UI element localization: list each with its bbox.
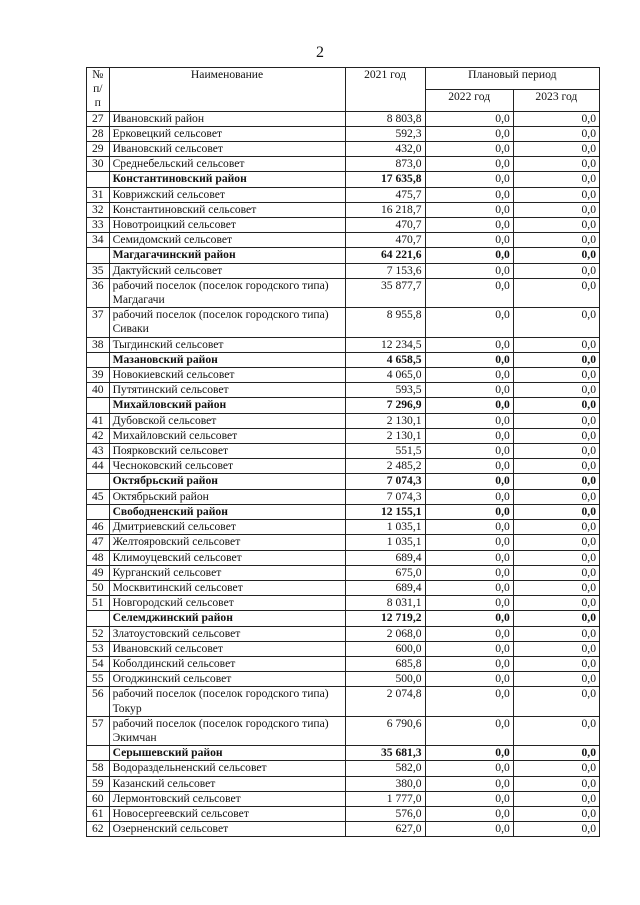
row-value-2021: 35 681,3 xyxy=(345,746,425,761)
table-row xyxy=(87,202,600,217)
table-row xyxy=(87,761,600,776)
row-value-2023: 0,0 xyxy=(513,687,599,716)
table-row xyxy=(87,535,600,550)
row-value-2022: 0,0 xyxy=(425,520,513,535)
row-value-2021: 1 035,1 xyxy=(345,535,425,550)
row-number: 35 xyxy=(87,263,110,278)
row-value-2022: 0,0 xyxy=(425,611,513,626)
row-value-2021: 8 803,8 xyxy=(345,111,425,126)
row-name: Ивановский сельсовет xyxy=(109,142,345,157)
row-value-2022: 0,0 xyxy=(425,550,513,565)
table-row xyxy=(87,126,600,141)
row-number xyxy=(87,611,110,626)
table-row xyxy=(87,626,600,641)
district-row xyxy=(87,352,600,367)
row-value-2022: 0,0 xyxy=(425,672,513,687)
row-value-2023: 0,0 xyxy=(513,263,599,278)
row-value-2023: 0,0 xyxy=(513,626,599,641)
table-row xyxy=(87,428,600,443)
district-row xyxy=(87,172,600,187)
row-value-2023: 0,0 xyxy=(513,656,599,671)
row-name: Новосергеевский сельсовет xyxy=(109,806,345,821)
row-name: Озерненский сельсовет xyxy=(109,822,345,837)
row-value-2021: 8 955,8 xyxy=(345,308,425,337)
row-value-2022: 0,0 xyxy=(425,596,513,611)
row-name: Поярковский сельсовет xyxy=(109,444,345,459)
row-value-2023: 0,0 xyxy=(513,337,599,352)
row-value-2022: 0,0 xyxy=(425,337,513,352)
row-name: Магдагачинский район xyxy=(109,248,345,263)
row-number: 36 xyxy=(87,278,110,307)
row-name: Москвитинский сельсовет xyxy=(109,580,345,595)
row-value-2021: 2 130,1 xyxy=(345,428,425,443)
row-value-2023: 0,0 xyxy=(513,474,599,489)
row-value-2021: 873,0 xyxy=(345,157,425,172)
row-number: 47 xyxy=(87,535,110,550)
row-value-2021: 1 777,0 xyxy=(345,791,425,806)
row-number xyxy=(87,504,110,519)
row-value-2023: 0,0 xyxy=(513,806,599,821)
row-number: 40 xyxy=(87,383,110,398)
row-value-2023: 0,0 xyxy=(513,641,599,656)
row-value-2022: 0,0 xyxy=(425,504,513,519)
row-value-2023: 0,0 xyxy=(513,126,599,141)
table-row xyxy=(87,791,600,806)
row-number: 28 xyxy=(87,126,110,141)
district-row xyxy=(87,248,600,263)
row-number xyxy=(87,398,110,413)
row-value-2021: 432,0 xyxy=(345,142,425,157)
row-name: Путятинский сельсовет xyxy=(109,383,345,398)
row-value-2021: 17 635,8 xyxy=(345,172,425,187)
header-name: Наименование xyxy=(109,68,345,112)
header-2021: 2021 год xyxy=(345,68,425,112)
row-value-2023: 0,0 xyxy=(513,352,599,367)
row-number xyxy=(87,474,110,489)
table-row xyxy=(87,278,600,307)
header-num-line2: п/п xyxy=(93,82,103,110)
row-value-2022: 0,0 xyxy=(425,565,513,580)
row-name: Златоустовский сельсовет xyxy=(109,626,345,641)
row-name: Чесноковский сельсовет xyxy=(109,459,345,474)
row-value-2022: 0,0 xyxy=(425,489,513,504)
table-row xyxy=(87,308,600,337)
row-number: 58 xyxy=(87,761,110,776)
row-value-2021: 592,3 xyxy=(345,126,425,141)
table-row xyxy=(87,596,600,611)
row-value-2021: 2 485,2 xyxy=(345,459,425,474)
row-value-2022: 0,0 xyxy=(425,444,513,459)
table-row xyxy=(87,413,600,428)
table-header-row xyxy=(87,68,600,90)
row-value-2022: 0,0 xyxy=(425,218,513,233)
row-name: Селемджинский район xyxy=(109,611,345,626)
header-2022: 2022 год xyxy=(425,89,513,111)
row-name: Мазановский район xyxy=(109,352,345,367)
row-value-2022: 0,0 xyxy=(425,761,513,776)
row-value-2022: 0,0 xyxy=(425,626,513,641)
row-value-2022: 0,0 xyxy=(425,263,513,278)
row-value-2023: 0,0 xyxy=(513,187,599,202)
row-value-2023: 0,0 xyxy=(513,157,599,172)
row-value-2022: 0,0 xyxy=(425,202,513,217)
row-value-2021: 551,5 xyxy=(345,444,425,459)
district-row xyxy=(87,504,600,519)
row-value-2021: 582,0 xyxy=(345,761,425,776)
table-row xyxy=(87,111,600,126)
row-number: 42 xyxy=(87,428,110,443)
row-name: Дмитриевский сельсовет xyxy=(109,520,345,535)
row-name: Октябрьский район xyxy=(109,474,345,489)
row-value-2021: 689,4 xyxy=(345,550,425,565)
row-value-2023: 0,0 xyxy=(513,233,599,248)
row-value-2023: 0,0 xyxy=(513,428,599,443)
row-value-2021: 685,8 xyxy=(345,656,425,671)
row-number: 27 xyxy=(87,111,110,126)
table-row xyxy=(87,233,600,248)
table-row xyxy=(87,142,600,157)
row-number: 38 xyxy=(87,337,110,352)
row-value-2021: 2 068,0 xyxy=(345,626,425,641)
row-value-2022: 0,0 xyxy=(425,172,513,187)
row-value-2023: 0,0 xyxy=(513,520,599,535)
table-row xyxy=(87,656,600,671)
row-number: 56 xyxy=(87,687,110,716)
table-row xyxy=(87,383,600,398)
row-value-2023: 0,0 xyxy=(513,596,599,611)
table-row xyxy=(87,368,600,383)
row-name: Константиновский район xyxy=(109,172,345,187)
row-value-2022: 0,0 xyxy=(425,656,513,671)
table-row xyxy=(87,550,600,565)
row-value-2022: 0,0 xyxy=(425,806,513,821)
table-body xyxy=(87,111,600,837)
row-number xyxy=(87,352,110,367)
table-row xyxy=(87,672,600,687)
row-value-2023: 0,0 xyxy=(513,368,599,383)
row-name: Коврижский сельсовет xyxy=(109,187,345,202)
row-value-2022: 0,0 xyxy=(425,308,513,337)
row-number: 33 xyxy=(87,218,110,233)
row-number: 61 xyxy=(87,806,110,821)
row-value-2023: 0,0 xyxy=(513,746,599,761)
district-row xyxy=(87,398,600,413)
table-row xyxy=(87,444,600,459)
row-number: 62 xyxy=(87,822,110,837)
row-name: Курганский сельсовет xyxy=(109,565,345,580)
row-value-2021: 593,5 xyxy=(345,383,425,398)
row-number: 54 xyxy=(87,656,110,671)
row-name: Новотроицкий сельсовет xyxy=(109,218,345,233)
row-value-2022: 0,0 xyxy=(425,716,513,745)
row-value-2023: 0,0 xyxy=(513,761,599,776)
row-number: 39 xyxy=(87,368,110,383)
row-value-2021: 600,0 xyxy=(345,641,425,656)
row-value-2022: 0,0 xyxy=(425,398,513,413)
row-value-2023: 0,0 xyxy=(513,111,599,126)
table-row xyxy=(87,489,600,504)
table-row xyxy=(87,565,600,580)
row-number: 45 xyxy=(87,489,110,504)
row-value-2022: 0,0 xyxy=(425,248,513,263)
row-name: Свободненский район xyxy=(109,504,345,519)
header-2023: 2023 год xyxy=(513,89,599,111)
row-value-2022: 0,0 xyxy=(425,474,513,489)
row-name: Новгородский сельсовет xyxy=(109,596,345,611)
row-number: 59 xyxy=(87,776,110,791)
row-value-2023: 0,0 xyxy=(513,142,599,157)
row-value-2021: 64 221,6 xyxy=(345,248,425,263)
row-value-2022: 0,0 xyxy=(425,413,513,428)
row-name: Ивановский сельсовет xyxy=(109,641,345,656)
row-name: Коболдинский сельсовет xyxy=(109,656,345,671)
row-value-2021: 627,0 xyxy=(345,822,425,837)
row-number: 48 xyxy=(87,550,110,565)
row-number: 50 xyxy=(87,580,110,595)
row-value-2023: 0,0 xyxy=(513,776,599,791)
row-number xyxy=(87,248,110,263)
table-row xyxy=(87,641,600,656)
district-row xyxy=(87,746,600,761)
row-value-2021: 2 130,1 xyxy=(345,413,425,428)
row-number: 43 xyxy=(87,444,110,459)
row-number: 46 xyxy=(87,520,110,535)
row-number: 52 xyxy=(87,626,110,641)
header-planned-period: Плановый период xyxy=(425,68,599,90)
row-name: Михайловский район xyxy=(109,398,345,413)
row-value-2023: 0,0 xyxy=(513,218,599,233)
row-name: рабочий поселок (поселок городского типа) Токур xyxy=(109,687,345,716)
row-value-2021: 7 296,9 xyxy=(345,398,425,413)
row-value-2023: 0,0 xyxy=(513,413,599,428)
row-value-2022: 0,0 xyxy=(425,822,513,837)
row-value-2022: 0,0 xyxy=(425,157,513,172)
row-number: 34 xyxy=(87,233,110,248)
row-name: Дубовской сельсовет xyxy=(109,413,345,428)
row-value-2022: 0,0 xyxy=(425,111,513,126)
row-value-2023: 0,0 xyxy=(513,672,599,687)
row-name: Казанский сельсовет xyxy=(109,776,345,791)
row-value-2023: 0,0 xyxy=(513,791,599,806)
row-value-2021: 4 065,0 xyxy=(345,368,425,383)
row-value-2021: 12 234,5 xyxy=(345,337,425,352)
row-value-2022: 0,0 xyxy=(425,368,513,383)
row-value-2023: 0,0 xyxy=(513,172,599,187)
page-number: 2 xyxy=(316,44,324,61)
row-name: Огоджинский сельсовет xyxy=(109,672,345,687)
row-value-2022: 0,0 xyxy=(425,580,513,595)
row-value-2021: 576,0 xyxy=(345,806,425,821)
row-number xyxy=(87,172,110,187)
header-num-line1: № xyxy=(92,68,104,81)
row-number: 55 xyxy=(87,672,110,687)
row-value-2021: 7 074,3 xyxy=(345,474,425,489)
row-name: Водораздельненский сельсовет xyxy=(109,761,345,776)
row-number: 29 xyxy=(87,142,110,157)
row-value-2022: 0,0 xyxy=(425,535,513,550)
row-value-2021: 7 074,3 xyxy=(345,489,425,504)
table-row xyxy=(87,806,600,821)
district-row xyxy=(87,611,600,626)
row-value-2021: 35 877,7 xyxy=(345,278,425,307)
row-value-2021: 500,0 xyxy=(345,672,425,687)
row-value-2022: 0,0 xyxy=(425,428,513,443)
row-name: Константиновский сельсовет xyxy=(109,202,345,217)
row-number: 30 xyxy=(87,157,110,172)
row-value-2021: 470,7 xyxy=(345,233,425,248)
row-value-2023: 0,0 xyxy=(513,383,599,398)
row-value-2023: 0,0 xyxy=(513,565,599,580)
row-name: Тыгдинский сельсовет xyxy=(109,337,345,352)
row-value-2023: 0,0 xyxy=(513,535,599,550)
row-number: 31 xyxy=(87,187,110,202)
row-name: Ерковецкий сельсовет xyxy=(109,126,345,141)
row-value-2022: 0,0 xyxy=(425,142,513,157)
row-value-2021: 475,7 xyxy=(345,187,425,202)
row-value-2021: 12 155,1 xyxy=(345,504,425,519)
row-value-2023: 0,0 xyxy=(513,489,599,504)
row-value-2022: 0,0 xyxy=(425,687,513,716)
table-row xyxy=(87,218,600,233)
row-value-2021: 470,7 xyxy=(345,218,425,233)
row-name: Климоуцевский сельсовет xyxy=(109,550,345,565)
row-value-2021: 12 719,2 xyxy=(345,611,425,626)
row-value-2022: 0,0 xyxy=(425,383,513,398)
row-value-2023: 0,0 xyxy=(513,398,599,413)
row-value-2021: 2 074,8 xyxy=(345,687,425,716)
row-name: рабочий поселок (поселок городского типа) Магдагачи xyxy=(109,278,345,307)
row-name: Серышевский район xyxy=(109,746,345,761)
table-row xyxy=(87,459,600,474)
row-value-2021: 675,0 xyxy=(345,565,425,580)
row-number: 32 xyxy=(87,202,110,217)
row-value-2023: 0,0 xyxy=(513,278,599,307)
row-value-2023: 0,0 xyxy=(513,580,599,595)
budget-table xyxy=(86,67,600,837)
row-name: Дактуйский сельсовет xyxy=(109,263,345,278)
table-row xyxy=(87,520,600,535)
row-number: 51 xyxy=(87,596,110,611)
row-number: 49 xyxy=(87,565,110,580)
row-value-2023: 0,0 xyxy=(513,308,599,337)
row-name: Новокиевский сельсовет xyxy=(109,368,345,383)
row-value-2022: 0,0 xyxy=(425,187,513,202)
table-row xyxy=(87,716,600,745)
row-value-2023: 0,0 xyxy=(513,504,599,519)
row-value-2022: 0,0 xyxy=(425,352,513,367)
row-value-2021: 8 031,1 xyxy=(345,596,425,611)
row-name: Михайловский сельсовет xyxy=(109,428,345,443)
row-value-2022: 0,0 xyxy=(425,746,513,761)
row-number xyxy=(87,746,110,761)
row-name: Ивановский район xyxy=(109,111,345,126)
row-value-2021: 689,4 xyxy=(345,580,425,595)
table-row xyxy=(87,580,600,595)
row-name: рабочий поселок (поселок городского типа) Сиваки xyxy=(109,308,345,337)
row-value-2022: 0,0 xyxy=(425,776,513,791)
row-value-2023: 0,0 xyxy=(513,822,599,837)
row-value-2021: 380,0 xyxy=(345,776,425,791)
row-number: 44 xyxy=(87,459,110,474)
row-number: 53 xyxy=(87,641,110,656)
row-value-2023: 0,0 xyxy=(513,248,599,263)
row-number: 41 xyxy=(87,413,110,428)
row-value-2022: 0,0 xyxy=(425,459,513,474)
row-name: Желтояровский сельсовет xyxy=(109,535,345,550)
row-value-2023: 0,0 xyxy=(513,550,599,565)
row-name: Лермонтовский сельсовет xyxy=(109,791,345,806)
row-name: Октябрьский район xyxy=(109,489,345,504)
row-value-2021: 1 035,1 xyxy=(345,520,425,535)
row-value-2022: 0,0 xyxy=(425,126,513,141)
row-value-2023: 0,0 xyxy=(513,716,599,745)
table-row xyxy=(87,157,600,172)
row-value-2021: 4 658,5 xyxy=(345,352,425,367)
header-num xyxy=(87,68,110,112)
row-number: 60 xyxy=(87,791,110,806)
table-row xyxy=(87,776,600,791)
row-number: 57 xyxy=(87,716,110,745)
row-value-2022: 0,0 xyxy=(425,278,513,307)
row-name: Семидомский сельсовет xyxy=(109,233,345,248)
table-row xyxy=(87,187,600,202)
row-value-2022: 0,0 xyxy=(425,641,513,656)
row-value-2023: 0,0 xyxy=(513,459,599,474)
row-value-2023: 0,0 xyxy=(513,611,599,626)
row-value-2023: 0,0 xyxy=(513,202,599,217)
row-value-2023: 0,0 xyxy=(513,444,599,459)
row-number: 37 xyxy=(87,308,110,337)
row-name: Среднебельский сельсовет xyxy=(109,157,345,172)
table-row xyxy=(87,687,600,716)
row-value-2022: 0,0 xyxy=(425,791,513,806)
district-row xyxy=(87,474,600,489)
row-name: рабочий поселок (поселок городского типа) Экимчан xyxy=(109,716,345,745)
row-value-2021: 6 790,6 xyxy=(345,716,425,745)
table-row xyxy=(87,822,600,837)
row-value-2021: 16 218,7 xyxy=(345,202,425,217)
row-value-2021: 7 153,6 xyxy=(345,263,425,278)
table-row xyxy=(87,337,600,352)
table-row xyxy=(87,263,600,278)
row-value-2022: 0,0 xyxy=(425,233,513,248)
